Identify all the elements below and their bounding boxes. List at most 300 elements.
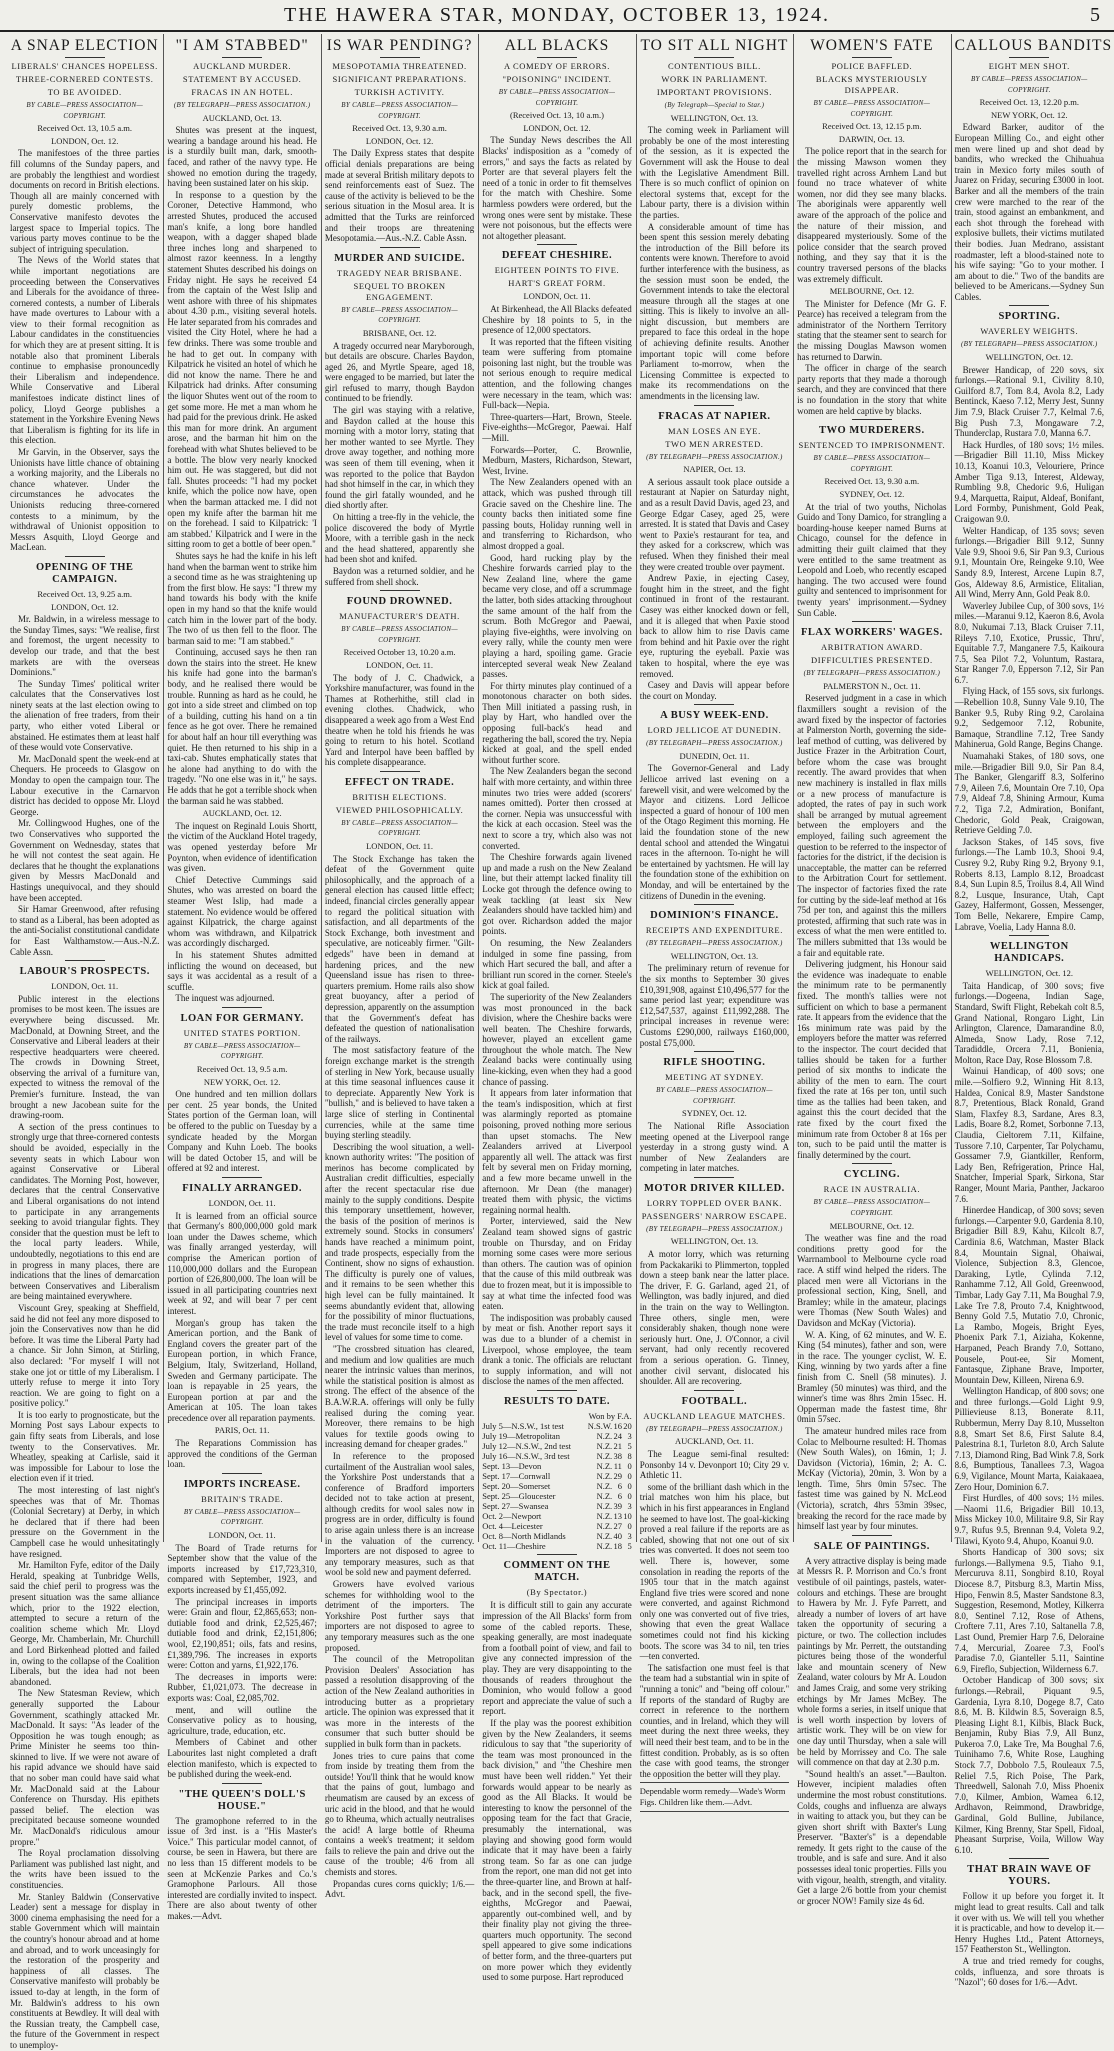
article-paragraph: Three-quarters—Hart, Brown, Steele. Five-eighths—McGregor, Paewai. Half—Mill. [482, 411, 632, 444]
article-paragraph: A serious assault took place outside a restaurant at Napier on Saturday night, and as a result David Davis, aged 23, and George Edgar Casey, aged 25, were arrested. It is stated that Davis and Casey went to Paxie's restaurant for tea, and they asked for a corkscrew, which was refused. When they finished their meal they were created trouble over payment. [639, 476, 790, 572]
results-cell: July 12—N.S.W., 2nd test [482, 1441, 571, 1452]
dateline: LONDON, Oct. 12. [51, 135, 119, 146]
results-row [482, 1461, 631, 1471]
newspaper-title: THE HAWERA STAR, MONDAY, OCTOBER 13, 1924. [283, 4, 831, 26]
dateline: WELLINGTON, Oct. 13. [670, 1236, 759, 1247]
results-cell: Oct. 8—North Midlands [482, 1531, 566, 1542]
column-4 [478, 34, 635, 1983]
article-deck: CONTENTIOUS BILL. [667, 61, 761, 71]
results-cell: Oct. 4—Leicester [482, 1521, 543, 1532]
wire-credit: BY CABLE—PRESS ASSOCIATION—COPYRIGHT. [341, 818, 458, 838]
article-paragraph: Shutes was present at the inquest, wearing a bandage around his head. He is a sturdily built man, dark, smooth-faced, and rather of the navvy type. He showed no emotion during the tragedy, having been sustained later on his skip. [167, 125, 317, 189]
results-cell: July 5—N.S.W., 1st test [482, 1421, 564, 1432]
results-table [482, 1421, 631, 1551]
article-paragraph: W. A. King, of 62 minutes, and W. E. King (54 minutes), father and son, were in the race. The younger cyclist, W. E. King, winning by two yards after a fine finish from C. Snell (58 minutes). J. Bramley (50 minutes) was third, and the winner's time was 8hrs 2min 15sec. H. Opperman made the fastest time, 8hr 0min 57sec. [797, 1329, 947, 1425]
article-deck: POLICE BAFFLED. [831, 61, 913, 71]
section-rule [852, 419, 892, 420]
dateline: LONDON, Oct. 11. [366, 841, 434, 852]
article-deck: MAN LOSES AN EYE. [667, 425, 761, 436]
results-cell: N.Z. [596, 1461, 613, 1472]
column-1 [6, 34, 163, 2050]
headline-rule [65, 57, 105, 58]
article-deck: DIFFICULTIES PRESENTED. [811, 655, 933, 666]
article-paragraph: Propandas cures corns quickly; 1/6.—Advt. [324, 1878, 475, 1900]
article-deck: BRITISH ELECTIONS. [352, 791, 447, 802]
article-paragraph: Continuing, accused says he then ran down the stairs into the street. He knew his knife had gone into the barman's body, and he realised there would be trouble. Running as hard as he could, he got into a side street and climbed on top of a building, cutting his hand on a tin fence as he got over. There he remained for about half an hour till everything was quiet. He then returned to his ship in a taxi-cab. Shutes emphatically states that he alone had anything to do with the tragedy. "No one else was in it," he says. He adds that he got a terrible shock when the barman said he was stabbed. [167, 647, 317, 806]
article-paragraph: The Minister for Defence (Mr G. F. Pearce) has received a telegram from the administrator of the Northern Territory stating that the steamer sent to search for the missing Douglas Mawson women has returned to Darwin. [797, 298, 947, 362]
article-paragraph: The most interesting of last night's speeches was that of Mr. Thomas (Colonial Secretary) at Derby, in which he declared that if there had been pressure on the Government in the Campbell case he would unhesitatingly have resigned. [10, 1485, 160, 1559]
article-deck: WAVERLEY WEIGHTS. [980, 326, 1079, 337]
results-cell: 10 [623, 1511, 632, 1522]
article-paragraph: The Sunday Times' political writer calculates that the Conservatives lost ninety seats at the last election owing to the alienation of free traders, from their party, who either voted Liberal or abstained. He estimates them at least half of these would vote Conservative. [10, 678, 160, 753]
article-paragraph: The most satisfactory feature of the foreign exchange market is the strength of sterling in New York, because usually at this time seasonal influences cause it to depreciate. Apparently New York is "bullish," and is believed to have taken a large slice of sterling in Continental currencies, while at the same time buying sterling steadily. [324, 1045, 475, 1141]
dateline: (Received Oct. 13, 10 a.m.) [510, 110, 604, 121]
dateline: WELLINGTON, Oct. 12. [985, 352, 1073, 363]
dateline: Received Oct. 13, 9.30 a.m. [352, 123, 447, 134]
results-row [482, 1471, 631, 1481]
article-paragraph: Follow it up before you forget it. It might lead to great results. Call and talk it over with us. We will tell you whether it is practicable, and how to develop it.—Henry Hughes Ltd., Patent Attorneys, 157 Featherston St., Wellington. [954, 1891, 1104, 1955]
wire-credit: BY CABLE—PRESS ASSOCIATION—COPYRIGHT. [341, 101, 458, 120]
wire-credit: BY CABLE—PRESS ASSOCIATION—COPYRIGHT. [183, 1041, 301, 1061]
results-cell: Sept. 13—Devon [482, 1461, 542, 1472]
article-paragraph: Andrew Paxie, in ejecting Casey, fought him in the street, and the fight continued in front of the restaurant. Casey was either knocked down or fell, and it is alleged that when Paxie stood back to allow him to rise Davis came from behind and hit Paxie over the right eye, rupturing the eyeball. Paxie was taken to hospital, where the eye was removed. [639, 573, 790, 679]
article-paragraph: Taita Handicap, of 300 sovs; five furlongs.—Dogeena, Indian Sage, Standard, Swift Flight, Rebekah colt 8.5, Grand National, Rongaro Light, Lin Arlington, Clarence, Damarandine 8.0, Almeda, Snow Lady, Rose 7.12, Taradiddle, Orcera 7.11, Bonienia, Molton, Race Day, Rose Blossom 7.8. [954, 980, 1104, 1065]
article-paragraph: Shutes says he had the knife in his left hand when the barman went to strike him a second time as he was straightening up from the first blow. He says: "I threw my hand towards his body with the knife open in my hand so that the knife would catch him in the lower part of the body. The two of us then fell to the floor. The barman said to me: "I am stabbed." [167, 550, 317, 646]
article-paragraph: A true and tried remedy for coughs, colds, influenza, and sore throats is "Nazol"; 60 doses for 1/6.—Advt. [954, 1955, 1104, 1988]
article-deck: UNITED STATES PORTION. [183, 1027, 301, 1038]
headline-rule [222, 57, 262, 58]
article-paragraph: Mr Garvin, in the Observer, says the Unionists have little chance of obtaining a working majority, and the Liberals no chance whatever. Under the circumstances he advocates the Unionists reducing three-cornered contests to a minimum, by the withdrawal of Unionist opposition to Messrs Asquith, Lloyd George and MacLean. [10, 447, 160, 553]
section-rule [65, 960, 105, 961]
results-cell: 3 [627, 1501, 632, 1512]
wire-credit: BY CABLE—PRESS ASSOCIATION—COPYRIGHT. [498, 88, 616, 107]
article-paragraph: "The crossbred situation has cleared, and medium and low qualities are much nearer the intrinsic values than merinos, while the statistical position is almost as strong. The effect of the absence of the B.A.W.R.A. offerings will only be fully realised during the coming year. Moreover, there remains to be high values for textile goods owing to increasing demand for cheaper grades." [324, 1343, 475, 1450]
article-headline: IS WAR PENDING? [326, 37, 473, 54]
results-cell: Oct. 2—Newport [482, 1511, 542, 1522]
article-deck: MEETING AT SYDNEY. [665, 1072, 764, 1083]
results-row [482, 1541, 631, 1551]
article-paragraph: If the play was the poorest exhibition given by the New Zealanders, it seems ridiculous to say that "the superiority of the team was most pronounced in the back division," and "the Cheshire men must have been well ridden." Yet their forwards would appear to be nearly as good as the All Blacks. It would be interesting to know the personnel of the opposing team for the fact that Gracie, presumably the international, was playing and showing good form would indicate that it may have been a fairly strong team. So far as one can judge from the report, one man did not get into the three-quarter line, and Brown at half-back, and in the second spell, the five-eighths, McGregor and Paewai, apparently out-combined well, and by their finality play not giving the three-quarters much opportunity. The second spell appeared to give some indications of better form, and the three-quarters put on more power which they evidently used to some purpose. Hart reproduced [482, 1718, 632, 1983]
results-cell: Sept. 17—Cornwall [482, 1471, 551, 1482]
results-cell: 0 [627, 1481, 632, 1492]
article-deck: LORD JELLICOE AT DUNEDIN. [647, 725, 782, 736]
article-paragraph: It is too early to prognosticate, but the Morning Post says Labour expects to gain fifty seats from Liberals, and lose twenty to the Conservatives. Mr. Wheatley, speaking at Carlisle, said it was impossible for Labour to lose the election even if it tried. [10, 1409, 160, 1484]
section-rule [222, 1177, 262, 1178]
section-headline: CYCLING. [843, 1169, 900, 1181]
article-deck: WORK IN PARLIAMENT. [661, 74, 768, 84]
article-deck: BRITAIN'S TRADE. [201, 1493, 284, 1504]
section-headline: EFFECT ON TRADE. [344, 776, 455, 788]
article-paragraph: Chief Detective Cummings said Shutes, who was arrested on board the steamer West Islip, had made a statement. No evidence would be offered against Kilpatrick, the charge against whom was withdrawn, and Kilpatrick was accordingly discharged. [167, 874, 317, 949]
article-paragraph: A section of the press continues to strongly urge that three-cornered contests should be avoided, especially in the seventy seats in which Labour won against Conservative or Liberal candidates. The Morning Post, however, declares that the central Conservative and Liberal organisations do not intend to participate in any arrangements seeking to avoid triangular fights. They consider that the question must be left to the local party leaders. While, undoubtedly, negotiations to this end are in progress in many places, there are indications that the lines of demarcation between Conservatives and Liberalism are being maintained everywhere. [10, 1121, 160, 1302]
section-rule [694, 904, 734, 905]
article-paragraph: The amateur hundred miles race from Colac to Melbourne resulted: H. Thomas (New South Wales), on 16min, 1; J. Davidson (Victoria), 16min, 2; A. C. McKay (Victoria), 20min, 3. Won by a length. Time, 5hrs 0min 57sec. The fastest time was gained by N. McLeod (Victoria), scratch, 4hrs 53min 39sec, breaking the record for the race made by himself last year by four minutes. [797, 1425, 947, 1532]
dateline: AUCKLAND, Oct. 12. [202, 808, 282, 819]
article-deck: TWO MEN ARRESTED. [665, 438, 764, 449]
article-paragraph: It is difficult still to gain any accurate impression of the All Blacks' form from some of the cabled reports. These, speaking generally, are most inadequate from a football point of view, and fail to give any connected impression of the play. They are very disappointing to the thousands of readers throughout the Dominion, who would follow a good report and appreciate the value of such a report. [482, 1600, 632, 1717]
article-deck: "POISONING" INCIDENT. [502, 74, 612, 84]
article-headline: WOMEN'S FATE [810, 37, 934, 54]
article-paragraph: The weather was fine and the road conditions pretty good for the Warrnambool to Melbourne cycle road race. A stiff wind helped the riders. The placed men were all Victorians in the professional section, King, Snell, and Bramley; while in the amateur, placings were Thomas (New South Wales) and Davidson and McKay (Victoria). [797, 1233, 947, 1328]
article-deck: TO BE AVOIDED. [47, 87, 122, 97]
article-paragraph: At Birkenhead, the All Blacks defeated Cheshire by 18 points to 5, in the presence of 12,000 spectators. [482, 303, 632, 336]
article-paragraph: Waverley Jubilee Cup, of 300 sovs, 1½ miles.—Maranui 9.12, Kaeron 8.6, Avola 8.0, Nukumai 7.13, Black Cruiser 7.11, Rileys 7.10, Exotice, Prussic, Thru', Equitable 7.7, Manganere 7.5, Kaikoura 7.5, Sea Pilot 7.2, Voluntum, Rastara, Star Ranger 7.0, Epperson 7.12, Sir Pan 6.7. [954, 600, 1104, 685]
dateline: AUCKLAND, Oct. 13. [202, 112, 282, 123]
dateline: Received Oct. 13, 10.5 a.m. [37, 123, 133, 134]
article-paragraph: For thirty minutes play continued of a monotonous character on both sides. Then Mill initiated a passing rush, in play by Hart, who handled over the opposing full-back's head and regathering the ball, scored the try. Nepia kicked at goal, and the spell ended without further score. [482, 680, 632, 765]
section-headline: OPENING OF THE CAMPAIGN. [35, 561, 134, 585]
results-cell: Sept. 27—Swansea [482, 1501, 549, 1512]
article-paragraph: The New Zealanders opened with an attack, which was pushed through till Gracie saved on the Cheshire line. The county backs then initiated some fine passing bouts, Holiday running well in and transferring to Richardson, who almost dropped a goal. [482, 477, 632, 551]
section-rule [222, 1007, 262, 1008]
results-cell: July 19—Metropolitan [482, 1431, 560, 1442]
article-deck: LIBERALS' CHANCES HOPELESS. [11, 61, 158, 71]
article-deck: IMPORTANT PROVISIONS. [656, 87, 772, 97]
article-paragraph: On hitting a tree-fly in the vehicle, the police discovered the body of Myrtle Moore, with a terrible gash in the neck and the head shattered, apparently she had been shot and knifed. [324, 512, 475, 565]
wire-credit: BY CABLE—PRESS ASSOCIATION—COPYRIGHT. [813, 454, 931, 473]
dateline: BRISBANE, Oct. 12. [362, 327, 437, 338]
article-paragraph: It appears from later information that the team's indisposition, which at first was alarmingly reported as ptomaine poisoning, proved nothing more serious than upset stomachs. The New Zealanders arrived at Liverpool apparently all well. The attack was first felt by several men on Friday morning, and a few more became unwell in the afternoon. Mr Dean (the manager) treated them with physic, the victims regaining normal health. [482, 1088, 632, 1215]
results-cell: 11 [613, 1461, 622, 1472]
article-paragraph: Viscount Grey, speaking at Sheffield, said he did not feel any more disposed to join the Conservatives now than he did before. It was time the Liberal Party had a chance. Sir John Simon, at Stirling, also declared: "For myself I will not stake one jot or tittle of my Liberalism. I utterly refuse to merge it into Tory reaction. We are going to fight on a positive policy." [10, 1302, 160, 1409]
article-paragraph: The Sunday News describes the All Blacks' indisposition as a "comedy of errors," and says the facts as related by Porter are that several players felt the need of a tonic in order to fit themselves for the match with Cheshire. Some harmless powders were ordered, but the wrong ones were sent by mistake. These were not poisonous, but the effects were not altogether pleasant. [482, 135, 632, 241]
article-paragraph: A motor lorry, which was returning from Packakariki to Plimmerton, toppled down a steep bank near the latter place. The driver, F. G. Garland, aged 21, of Wellington, was badly injured, and died in the train on the way to Wellington. Three others, single men, were considerably shaken, though none were seriously hurt. One, J. O'Connor, a civil servant, had only recently recovered from a serious operation. G. Tinney, another civil servant, dislocated his shoulder. All are recovering. [639, 1249, 790, 1387]
dateline: LONDON, Oct. 11. [523, 291, 591, 302]
article-paragraph: The principal increases in imports were: Grain and flour, £2,865,653; non-dutiable food and drink, £2,525,467; dutiable food and drink, £2,151,806; wool, £2,190,851; oils, fats and resins, £1,389,796. The increases in exports were: Cotton and yarns, £1,922,176. [167, 1596, 317, 1671]
article-deck: EIGHT MEN SHOT. [988, 61, 1070, 71]
column-rule [793, 34, 794, 1542]
article-paragraph: Hack Hurdles, of 180 sovs; 1½ miles.—Brigadier Bill 11.10, Miss Mickey 10.13, Koanui 10.3, Velouriere, Prince Amber Tiga 9.13, Interest, Aldeway, Rumbling 9.8, Chedoric 9.6, Huligan 9.4, Marquetta, Raiput, Aldeaf, Bonifant, Lord Formby, Punishment, Gold Peak, Craigowan 9.0. [954, 439, 1104, 524]
dateline: LONDON, Oct. 11. [366, 659, 434, 670]
section-headline: FINALLY ARRANGED. [182, 1183, 302, 1194]
results-cell: 40 [613, 1531, 622, 1542]
article-paragraph: In his statement Shutes admitted inflicting the wound on deceased, but says it was accidental as a result of a scuffle. [167, 949, 317, 992]
section-headline: RIFLE SHOOTING. [663, 1057, 766, 1069]
article-paragraph: The inquest on Reginald Louis Shortt, the victim of the Auckland Hotel tragedy, was opened yesterday before Mr Poynton, when evidence of identification was given. [167, 820, 317, 874]
section-rule [694, 1390, 734, 1391]
results-row [482, 1481, 631, 1491]
wire-credit: BY CABLE—PRESS ASSOCIATION—COPYRIGHT. [183, 1507, 301, 1527]
article-paragraph: In response to a question by the Coroner, Detective Hammond, who arrested Shutes, produced the accused man's knife, a long bore handled weapon, with a dagger shaped blade three inches long and sharpened to almost razor keenness. In a lengthy statement Shutes described his doings on Friday night. He says he received £4 from the captain of the West Islip and went ashore with three of his shipmates about 4.30 p.m., visiting several hotels. He later separated from his comrades and visited the City Hotel, where he had a few drinks. There was some trouble and he had to get out. In company with Kilpatrick he visited an hotel of which he did not know the name. There he and Kilpatrick had drinks. After consuming the liquor Shutes went out of the room to get some more. He met a man whom he had paid for the previous drink. He asked this man for more drink. An argument arose, and the barman hit him on the forehead with what Shutes believed to be a bottle. The blow very nearly knocked him out. He was staggered, but did not fall. Shutes proceeds: "I had my pocket knife, which the police now have, open when the barman attacked me. I did not open my knife after the barman hit me on the forehead. I said to Kilpatrick: 'I am stabbed.' Kilpatrick and I were in the sitting room to get a bottle of beer open." [167, 189, 317, 550]
article-deck: AUCKLAND LEAGUE MATCHES. [643, 1410, 786, 1421]
section-headline: TWO MURDERERS. [819, 425, 925, 437]
wire-credit: BY CABLE—PRESS ASSOCIATION—COPYRIGHT. [341, 305, 458, 325]
article-paragraph: Porter, interviewed, said the New Zealand team showed signs of gastric trouble on Thursday, and on Friday morning some cases were more serious than others. The caution was of opinion that the cause of this mild outbreak was due to frozen meat, but it is impossible to say at what time the infected food was eaten. [482, 1216, 632, 1312]
article-deck: MESOPOTAMIA THREATENED. [332, 61, 467, 71]
section-rule [1009, 1858, 1049, 1859]
column-rule [478, 34, 479, 1542]
results-cell: N.Z. [596, 1501, 613, 1512]
article-deck: STATEMENT BY ACCUSED. [182, 74, 302, 84]
article-paragraph: One hundred and ten million dollars per cent. 25 year bonds, the United States portion of the German loan, will be offered to the public on Tuesday by a syndicate headed by the Morgan Company and Kuhn Loeb. The books will be dated October 15, and will be offered at 92 and interest. [167, 1089, 317, 1174]
article-headline: ALL BLACKS [504, 37, 610, 54]
article-deck: PASSENGERS' NARROW ESCAPE. [641, 1210, 788, 1221]
dateline: Received October 13, 10.20 a.m. [343, 647, 456, 658]
results-cell: 5 [627, 1541, 632, 1552]
column-6 [793, 34, 950, 1906]
article-paragraph: Baydon was a returned soldier, and he suffered from shell shock. [324, 565, 475, 587]
article-paragraph: A considerable amount of time has been spent this session merely debating the introduction of the Bill before its contents were known. Therefore to avoid further interference with the business, as the session must soon be ended, the Government intends to take the electoral measure through all the stages at one sitting. This is likely to involve an all-night discussion, but members are prepared to face this ordeal in the hope of achieving definite results. Another important topic will come before Parliament to-morrow, when the Licensing Committee is expected to make its recommendations on the amendments in the licensing law. [639, 221, 790, 402]
dateline: PALMERSTON N., Oct. 11. [823, 680, 921, 691]
article-paragraph: Wainui Handicap, of 400 sovs; one mile.—Solfiero 9.2, Winning Hit 8.13, Haldea, Conical 8.9, Master Sandstone 8.7, Pretentious, Black Ronald, Grand Slam, Flaxfey 8.3, Sardane, Ares 8.3, Ladis, Boare 8.2, Romet, Sorbonne 7.13, Claudia, Cieltorem 7.11, Kilfaine, Tussore 7.10, Carpenter, Tar Polychamu, Gossamer 7.9, Giantkiller, Renform, Lady Ben, Refrigeration, Prince Hal, Snatcher, Imperial Spark, Sirkona, Star Ranger, Mount Maria, Panther, Jackaroo 7.6. [954, 1066, 1104, 1204]
results-cell: N.Z. [596, 1491, 613, 1502]
article-deck: FRACAS IN AN HOTEL. [191, 87, 293, 97]
section-rule [380, 590, 420, 591]
section-rule [694, 405, 734, 406]
article-paragraph: Brewer Handicap, of 220 sovs, six furlongs.—Rational 9.1, Civility 8.10, Guilford 8.7, Tom 8.4, Avola 8.2, Lady Bentinck, Kaeso 7.12, Merry Jest, Sunny Jim 7.9, Black Cruiser 7.7, Kelmal 7.6, Big Push 7.3, Mongaware 7.2, Thunderclap, Rustara 7.0, Manna 6.7. [954, 364, 1104, 439]
results-cell: 0 [627, 1521, 632, 1532]
section-headline: SALE OF PAINTINGS. [813, 1540, 930, 1552]
article-paragraph: Sir Hamar Greenwood, after refusing to stand as a Liberal, has been adopted as the anti-Socialist constitutional candidate for East Walthamstow.—Aus.-N.Z. Cable Assn. [10, 904, 160, 957]
article-deck: AUCKLAND MURDER. [193, 61, 292, 71]
dateline: Received Oct. 13, 12.20 p.m. [979, 97, 1079, 108]
section-headline: DEFEAT CHESHIRE. [501, 250, 613, 262]
results-row [482, 1451, 631, 1461]
article-paragraph: The Daily Express states that despite official denials preparations are being made at several British military depots to send reinforcements east of Suez. The cause of the activity is believed to be the serious situation in the Mosul area. It is admitted that the Turks are reinforced and their troops are threatening Mesopotamia.—Aus.-N.Z. Cable Assn. [324, 148, 475, 244]
results-cell: N.Z. [596, 1471, 613, 1482]
results-cell: 39 [613, 1501, 622, 1512]
dateline: MELBOURNE, Oct. 12. [829, 286, 914, 297]
dateline: Received Oct. 13, 9.30 a.m. [824, 476, 920, 487]
section-rule [222, 1783, 262, 1784]
section-rule [1009, 305, 1049, 306]
results-cell: N.Z. [596, 1531, 613, 1542]
article-paragraph: The inquest was adjourned. [175, 993, 275, 1004]
wire-credit: (BY TELEGRAPH—PRESS ASSOCIATION.) [646, 452, 783, 461]
article-deck: EIGHTEEN POINTS TO FIVE. [494, 265, 620, 276]
article-paragraph: Morgan's group has taken the American portion, and the Bank of England covers the greater part of the European portion, in which France, Belgium, Italy, Switzerland, Holland, Sweden and Germany participate. The loan is repayable in 25 years, the European portion at par and the American at 105. The loan takes precedence over all reparation payments. [167, 1317, 317, 1423]
results-cell: N.S.W. [587, 1421, 613, 1432]
section-headline: LOAN FOR GERMANY. [180, 1012, 304, 1024]
section-rule [1009, 935, 1049, 936]
results-cell: 6 [617, 1491, 622, 1502]
section-rule [65, 556, 105, 557]
results-cell: 8 [627, 1451, 632, 1462]
wire-credit: BY CABLE—PRESS ASSOCIATION—COPYRIGHT. [26, 101, 144, 120]
dateline: WELLINGTON, Oct. 13. [670, 112, 759, 123]
section-rule [537, 1554, 577, 1555]
headline-rule [1009, 57, 1049, 58]
dateline: NAPIER, Oct. 13. [683, 464, 746, 475]
section-rule [222, 1473, 262, 1474]
article-deck: BLACKS MYSTERIOUSLY DISAPPEAR. [815, 74, 928, 95]
wire-credit: BY CABLE—PRESS ASSOCIATION—COPYRIGHT. [656, 1086, 773, 1105]
wire-credit: (BY TELEGRAPH—PRESS ASSOCIATION.) [646, 939, 783, 948]
wire-credit: (By Telegraph—Special to Star.) [664, 101, 765, 109]
article-headline: TO SIT ALL NIGHT [640, 37, 789, 54]
article-paragraph: ment, and will outline the Conservative policy as to housing, agriculture, trade, education, etc. [167, 1704, 317, 1736]
section-headline: WELLINGTON HANDICAPS. [989, 941, 1069, 965]
article-paragraph: some of the brilliant dash which in the trial matches won him his place, but which in his first appearances in England he seemed to have lost. The goal-kicking proved a real failure if the reports are as cabled, showing that not one out of six tries was converted. It does not seem too well. There is, however, some consolation in reading the reports of the 1905 tour that in the match against England five tries were scored and none were converted, and against Richmond only one was converted out of five tries, showing that even the great Wallace sometimes could not find his kicking boots. The score was 34 to nil, ten tries—ten converted. [639, 1481, 790, 1662]
article-paragraph: Mr. Stanley Baldwin (Conservative Leader) sent a message for display in 3000 cinema emphasising the need for a stable Government which will maintain the country's honour abroad and at home and abroad, and to work unceasingly for the restoration of the prosperity and happiness of all classes. The Conservative manifesto will probably be issued to-day at length, in the form of Mr. Baldwin's address to his own constituents at Bewdley. It will deal with the Russian treaty, the Campbell case, the future of the Government in respect to unemploy- [10, 1891, 160, 2050]
dateline: LONDON, Oct. 12. [365, 135, 434, 146]
section-rule [380, 247, 420, 248]
article-deck: VIEWED PHILOSOPHICALLY. [335, 804, 464, 815]
section-headline: SPORTING. [998, 311, 1061, 323]
dateline: LONDON, Oct. 12. [523, 122, 591, 133]
results-cell: 13 [613, 1511, 622, 1522]
article-deck: RECEIPTS AND EXPENDITURE. [645, 925, 783, 936]
article-deck: MANUFACTURER'S DEATH. [339, 611, 460, 622]
section-headline: COMMENT ON THE MATCH. [503, 1560, 611, 1584]
article-paragraph: The National Rifle Association meeting opened at the Liverpool range yesterday in a strong gusty wind. A number of New Zealanders are competing in later matches. [639, 1120, 790, 1174]
column-rule [636, 34, 637, 1542]
article-paragraph: The News of the World states that while important negotiations are proceeding between the Conservatives and Liberals for the avoidance of three-cornered contests, a number of Liberals have made overtures to Labour with a view to their formal recognition as Labour candidates in the constituencies for which they are at present sitting. It is notable also that prominent Liberals continue to emphasise pronouncedly their Liberalism and independence. While Conservative and Liberal manifestoes indicate distinct lines of policy, Lloyd George publishes a statement in the Yorkshire Evening News that Liberalism is fighting for its life in this election. [10, 255, 160, 446]
wire-credit: BY CABLE—PRESS ASSOCIATION—COPYRIGHT. [970, 75, 1088, 94]
wire-credit: BY CABLE—PRESS ASSOCIATION—COPYRIGHT. [341, 625, 458, 644]
results-cell: 3 [627, 1531, 632, 1542]
article-paragraph: Mr. MacDonald spent the week-end at Chequers. He proceeds to Glasgow on Monday to open the campaign tour. The Labour executive in the Carnarvon district has decided to oppose Mr. Lloyd George. [10, 753, 160, 817]
results-header: Won by F.A. [588, 1410, 632, 1421]
article-deck: ARBITRATION AWARD. [820, 642, 923, 653]
article-deck: SIGNIFICANT PREPARATIONS. [332, 74, 467, 84]
headline-rule [537, 57, 577, 58]
section-headline: A BUSY WEEK-END. [660, 710, 769, 722]
article-paragraph: "Sound health's an asset."—Baulton. However, incipient maladies often undermine the most robust constitutions. Colds, coughs and influenza are always in waiting to attack you, but they can be given short shrift with Baxter's Lung Preserver. "Baxter's" is a dependable remedy. It gets right to the cause of the trouble, and is safe and sure. And it also possesses ideal tonic properties. Fills you with vigour, health, strength, and vitality. Get a large 2/6 bottle from your chemist or grocer NOW! Family size 4s 6d. [797, 1768, 947, 1906]
article-paragraph: The New Statesman Review, which generally supported the Labour Government, scathingly attacked Mr. MacDonald. It says: "As leader of the Opposition he was tough enough; as Prime Minister he seems too thin-skinned to live. If we were not aware of his rapid advance we should have said that no sober man could have said what Mr. MacDonald said at the Labour Conference on Thursday. His epithets passed belief. The election was precipitated because someone wounded Mr. MacDonald's ridiculous amour propre." [10, 1688, 160, 1847]
dateline: LONDON, Oct. 12. [51, 601, 119, 612]
article-paragraph: Jones tries to cure pains that come from inside by treating them from the outside! You'll think that he would know that the pains of gout, lumbago and rheumatism are caused by an excess of uric acid in the blood, and that he would go to Rheuma, which actually neutralises the acid! A large bottle of Rheuma contains a week's treatment; it seldom fails to relieve the pain and drive out the cause of the trouble; 4/6 from all chemists and stores. [324, 1750, 475, 1878]
section-headline: LABOUR'S PROSPECTS. [19, 966, 150, 978]
article-deck: THREE-CORNERED CONTESTS. [15, 74, 154, 84]
article-paragraph: Shorts Handicap of 300 sovs; six furlongs.—Ballymena 9.5, Tiaho 9.1, Mercuruva 8.11, Songbird 8.10, Royal Diocese 8.7, Pitsburg 8.3, Martin Miss, Hipo, Fenwin 8.5, Master Sandstone 8.3, Suggestion, Resemond, Motley, Kilkerra 8.0, Sentinel 7.12, Rose of Athens, Croftere 7.11, Ares 7.10, Saltanella 7.8, Last Ound, Premier Harp 7.6, Deloraine 7.4, Mercurial, Zoaree 7.3, Fool's Paradise 7.0, Gianteller 5.11, Saintine 6.9, Fireflo, Subjection, Wilderness 6.7. [954, 1547, 1104, 1674]
article-headline: A SNAP ELECTION [10, 37, 159, 54]
article-paragraph: It is learned from an official source that Germany's 800,000,000 gold mark loan under the Dawes scheme, which was finally arranged yesterday, will comprise the American portion of 110,000,000 dollars and the European portion of £26,800,000. The loan will be issued in all participating countries next week at 92, and will bear 7 per cent interest. [167, 1210, 317, 1316]
results-cell: 6 [617, 1481, 622, 1492]
dateline: LONDON, Oct. 11. [208, 1530, 276, 1541]
page-number: 5 [1090, 4, 1100, 26]
results-cell: 0 [627, 1491, 632, 1502]
article-deck: A COMEDY OF ERRORS. [503, 61, 610, 71]
article-paragraph: Forwards—Porter, C. Brownlie, Medburn, Masters, Richardson, Stewart, West, Irvine. [482, 444, 632, 476]
article-paragraph: The Board of Trade returns for September show that the value of the imports increased by £17,723,310, compared with September, 1923, and exports increased by £1,455,092. [167, 1542, 317, 1595]
article-paragraph: The Royal proclamation dissolving Parliament was published last night, and the writs have been issued to the constituencies. [10, 1848, 160, 1890]
article-paragraph: Casey and Davis will appear before the court on Monday. [639, 680, 790, 701]
article-paragraph: The girl was staying with a relative, and Baydon called at the house this morning with a motor lorry, stating that her mother wanted to see Myrtle. They drove away together, and nothing more was seen of them till evening, when it was reported to the police that Baydon had shot himself in the car, in which they found the girl fatally wounded, and he died shortly after. [324, 405, 475, 511]
article-paragraph: The body of J. C. Chadwick, a Yorkshire manufacturer, was found in the Thames at Rotherhithe, still clad in evening clothes. Chadwick, who disappeared a week ago from a West End theatre when he told his friends he was going to return to his hotel. Scotland Yard and Interpol have been baffled by his complete disappearance. [324, 672, 475, 768]
article-paragraph: The preliminary return of revenue for the six months to September 30 gives £10,391,908, against £10,496,577 for the same period last year; expenditure was £12,547,537, against £11,992,288. The principal increases in revenue were: Customs £290,000, railways £160,000, postal £75,000. [639, 963, 790, 1048]
article-deck: LORRY TOPPLED OVER BANK. [646, 1197, 782, 1208]
dateline: WELLINGTON, Oct. 13. [670, 950, 759, 961]
dateline: NEW YORK, Oct. 12. [203, 1076, 281, 1087]
advertisement: Dependable worm remedy—Wade's Worm Figs. Children like them.—Advt. [640, 1782, 789, 1811]
dateline: WELLINGTON, Oct. 12. [985, 968, 1073, 979]
article-paragraph: The Reparations Commission has approved the conditions of the German loan. [167, 1438, 317, 1470]
article-deck: HART'S GREAT FORM. [508, 278, 606, 289]
section-headline: FLAX WORKERS' WAGES. [800, 627, 943, 639]
article-deck: SENTENCED TO IMPRISONMENT. [798, 440, 946, 451]
column-5 [636, 34, 793, 1807]
results-cell: 29 [613, 1471, 622, 1482]
dateline: Received Oct. 13, 9.25 a.m. [37, 588, 133, 599]
section-headline: MOTOR DRIVER KILLED. [644, 1182, 785, 1194]
article-paragraph: The indisposition was probably caused by meat or fish. Another report says it was due to a blunder of a chemist in Liverpool, whose employee, the team drank a tonic. The officials are reluctant to supply information, and will not disclose the names of the men affected. [482, 1312, 632, 1387]
results-cell: 18 [613, 1541, 622, 1552]
article-paragraph: It was reported that the fifteen visiting team were suffering from ptomaine poisoning last night, but the trouble was not serious enough to require medical attention, and the following changes were necessary in the team, which was: Full-back—Nepia. [482, 336, 632, 411]
results-row [482, 1421, 631, 1431]
article-paragraph: The Stock Exchange has taken the defeat of the Government quite philosophically, and the approach of a general election has caused little effect; indeed, financial circles generally appear to regard the political situation with satisfaction, and all departments of the Stock Exchange, both investment and speculative, are noticeably firmer. "Gilt-edgeds" have been in demand at hardening prices, and the new Queensland issue has risen to three-quarters premium. Home rails also show great buoyancy, after a period of depression, apparently on the assumption that the Government's defeat has defeated the question of nationalisation of the railways. [324, 853, 475, 1044]
results-row [482, 1431, 631, 1441]
dateline: Received Oct. 13, 9.5 a.m. [196, 1064, 288, 1075]
results-cell: Sept. 25—Gloucester [482, 1491, 556, 1502]
article-paragraph: Welter Handicap, of 135 sovs; seven furlongs.—Brigadier Bill 9.12, Sunny Vale 9.9, Shooi 9.6, Sir Pan 9.3, Curious 9.1, Mountain Ore, Reingeke 9.10, Wee Sandy 8.9, Interest, Arcene Lupin 8.7, Gos, Aldeway 8.6, Armistice, Elitalian, All Wind, Merry Ann, Gold Peak 8.0. [954, 525, 1104, 600]
dateline: NEW YORK, Oct. 12. [991, 109, 1068, 120]
section-headline: DOMINION'S FINANCE. [650, 910, 779, 922]
dateline: LONDON, Oct. 11. [51, 981, 119, 992]
section-headline: IMPORTS INCREASE. [183, 1478, 301, 1490]
results-cell: N.Z. [596, 1511, 613, 1522]
article-paragraph: Public interest in the elections promises to be most keen. The issues are everywhere being discussed. Mr. MacDonald, at Downing Street, and the Conservative and Liberal leaders at their respective headquarters were cheered. The crowds in Downing Street, observing the arrival of a furniture van, expected to witness the removal of the Premier's furniture. Instead, the van brought a new Jacobean suite for the drawing-room. [10, 993, 160, 1121]
article-paragraph: At the trial of two youths, Nicholas Guido and Tony Damico, for strangling a boarding-house keeper named Burns at Chicago, counsel for the defence in admitting their guilt claimed that they were entitled to the same treatment as Leopold and Loeb, who recently escaped hanging. The two accused were found guilty and sentenced to imprisonment for twenty years' imprisonment.—Sydney Sun Cable. [797, 501, 947, 618]
article-paragraph: Edward Barker, auditor of the European Milling Co., and eight other men were lined up and shot dead by bandits, who wrecked the Chihuahua train in Mexico forty miles south of Juarez on Friday, securing £3000 in loot. Barker and all the members of the train crew were marched to the rear of the train, stood against an embankment, and each shot through the forehead with explosive bullets, their victims mutilated their bodies. Juan Medrano, assistant roadmaster, left a blood-stained note to his wife saying: "Go to your mother. I am about to die." Two of the bandits are believed to be Americans.—Sydney Sun Cables. [954, 122, 1104, 302]
dateline: SYDNEY, Oct. 12. [682, 1108, 747, 1119]
wire-credit: (BY TELEGRAPH—PRESS ASSOCIATION.) [173, 101, 311, 109]
results-cell: 21 [613, 1441, 622, 1452]
article-paragraph: A tragedy occurred near Maryborough, but details are obscure. Charles Baydon, aged 26, and Myrtle Speare, aged 18, were engaged to be married, but later the girl refused to marry, though Baydon continued to be friendly. [324, 340, 475, 404]
article-paragraph: Growers have evolved various schemes for withholding wool to the detriment of the importers. The Yorkshire Post further says that importers are not disposed to agree to any temporary measures such as the one proposed. [324, 1579, 475, 1653]
column-rule [951, 34, 952, 1542]
article-paragraph: The officer in charge of the search party reports that they made a thorough search, and they are convinced that there is no foundation in the story that white women are held captive by blacks. [797, 363, 947, 416]
article-paragraph: The New Zealanders began the second half with more certainty, and within three minutes two tries were added (scorers' names omitted). Porter then crossed at the corner. Nepia was unsuccessful with the kick at each occasion. Steel was the next to score a try, which also was not converted. [482, 766, 632, 851]
article-deck: RACE IN AUSTRALIA. [823, 1184, 921, 1195]
article-paragraph: Members of Cabinet and other Labourites last night completed a draft election manifesto, which is expected to be published during the week-end. [167, 1737, 317, 1780]
headline-rule [694, 57, 734, 58]
article-paragraph: First Hurdles, of 400 sovs; 1½ miles.—Naomi 11.6, Brigadier Bill 10.13, Miss Mickey 10.0, Militaire 9.8, Sir Ray 9.7, Rufus 9.5, Brennan 9.4, Voleta 9.2, Tilawi, Kyoto 9.4, Ahupo, Koanui 9.0. [954, 1493, 1104, 1546]
column-7 [951, 34, 1113, 1988]
dateline: DUNEDIN, Oct. 11. [679, 750, 750, 761]
section-headline: "THE QUEEN'S DOLL'S HOUSE." [178, 1788, 306, 1812]
article-deck: TURKISH ACTIVITY. [354, 87, 445, 97]
article-paragraph: Mr. Collingwood Hughes, one of the two Conservatives who supported the Government on Wednesday, states that he will not contest the seat again. He declares that he thought the explanations given by Messrs MacDonald and Hastings unequivocal, and they should have been accepted. [10, 818, 160, 903]
column-3 [321, 34, 478, 1900]
results-cell: 38 [613, 1451, 622, 1462]
dateline: PARIS, Oct. 11. [214, 1425, 270, 1436]
article-paragraph: Delivering judgment, his Honour said the evidence was inadequate to enable the minimum rate to be permanently fixed. The month's tallies were not sufficient on which to base a permanent rate. It appears from the evidence that the 16s minimum rate was paid by the employers before the matter was referred to the inspector. The court decided that tallies should be taken for a further period of six months to indicate the ability of the men to earn. The court fixed the rate at 16s per ton, until such time as the tallies had been taken, and against this the court decided that the rate fixed by the court fixed the minimum rate from October 8 at 16s per ton, such to be paid until the matter is finally determined by the court. [797, 959, 947, 1160]
article-paragraph: The satisfaction one must feel is that the team had a substantial win in spite of "running a tonic" and "being off colour." If reports of the standard of Rugby are correct in reference to the northern counties, and in Ireland, which they will meet during the next three weeks, they will need their best team, and to be in the fittest condition. Probably, as is so often the case with good teams, the stronger the opposition the better will they play. [639, 1662, 790, 1779]
article-headline: CALLOUS BANDITS [954, 37, 1113, 54]
article-paragraph: Flying Hack, of 155 sovs, six furlongs.—Rebellion 10.8, Sunny Vale 9.10, The Banker 9.5, Ruby Ring 9.2, Carolaina 9.2, Sedgemoor 7.12, Robunite, Bamaque, Strandline 7.12, Tree Sandy Mahinerua, Gold Range, Begins Change. [954, 686, 1104, 750]
results-row [482, 1441, 631, 1451]
article-paragraph: The League semi-final resulted: Ponsonby 14 v. Devonport 10; City 29 v. Athletic 11. [639, 1448, 790, 1481]
section-rule [537, 1390, 577, 1391]
article-paragraph: The coming week in Parliament will probably be one of the most interesting of the session, as it is expected the Government will ask the House to deal with the Legislative Amendment Bill. There is so much conflict of opinion on electoral systems that, except for the Labour party, there is a division within the parties. [639, 125, 790, 220]
wire-credit: (BY TELEGRAPH—PRESS ASSOCIATION.) [646, 1224, 783, 1233]
dateline: MELBOURNE, Oct. 12. [829, 1220, 914, 1231]
results-cell: 27 [613, 1521, 622, 1532]
article-paragraph: October Handicap of 300 sovs; six furlongs.—Rebrail, Piquant 9.5, Gardenia, Lyra 8.10, Dogege 8.7, Cato 8.6, M. B. Kildwin 8.5, Soveraign 8.5, Pleasing Light 8.1, Kilbis, Black Buck, Benjamin, Ruby Bias 7.9, All Bunz, Pukeroa 7.0, Lake Tre, Ma Boughal 7.6, Tuinihamo 7.6, White Rose, Laughing Stock 7.7, Dobbolo 7.5, Rouleaux 7.5, Reliel 7.5, Rich Poise, The Park, Threedwell, Salonah 7.0, Miss Phoenix 7.0, Kilmer, Ambion, Wamea 6.12, Ardhavon, Reimmond, Drawbridge, Gardinal, Gold Bulline, Jubilance, Kilmer, King Brenny, Star Spell, Fidoal, Pheasant Surprise, Voila, Willow Way 6.10. [954, 1675, 1104, 1855]
article-paragraph: The police report that in the search for the missing Mawson women they travelled right across Arnhem Land but found no trace whatever of white women, nor did they see many blacks. The aboriginals were apparently well aware of the approach of the police and the nature of their mission, and disappeared mysteriously. Some of the police consider that the search proved nothing, and they say that it is the country traversed persons of the blacks was extremely difficult. [797, 146, 947, 284]
section-rule [694, 1177, 734, 1178]
masthead [0, 0, 1114, 32]
article-paragraph: The superiority of the New Zealanders was most pronounced in the back division, where the Cheshire backs were well beaten. The Cheshire forwards, however, played an excellent game throughout the whole match. The New Zealand backs were continually using line-kicking, even when they had a good chance of passing. [482, 991, 632, 1087]
section-headline: FRACAS AT NAPIER. [658, 410, 771, 422]
dateline: AUCKLAND, Oct. 11. [675, 1436, 754, 1447]
headline-rule [852, 57, 892, 58]
article-paragraph: Reserved judgment in a case in which flaxmillers sought a revision of the award fixed by the inspector of factories at Palmerston North, governing the side-leaf method of cutting, was delivered by Justice Frazer in the Arbitration Court, before whom the case was brought recently. The award provides that when new machinery is installed in flax mills or a new process of manufacture is adopted, the rates of pay in such work shall be arranged by mutual agreement between the employers and the employed, failing such agreement the question to be referred to the inspector of factories for the district, if the decision is unacceptable, the matter can be referred to the Arbitration Court for settlement. The inspector of factories fixed the rate for cutting by the side-leaf method at 16s 75d per ton, and against this the millers protested, affirming that such rate was in excess of what the men were entitled to. The millers submitted that 13s would be a fair and equitable rate. [797, 693, 947, 958]
wire-credit: (BY TELEGRAPH—PRESS ASSOCIATION.) [803, 669, 941, 678]
dateline: DARWIN, Oct. 13. [838, 133, 905, 144]
section-headline: MURDER AND SUICIDE. [334, 252, 465, 264]
article-paragraph: The council of the Metropolitan Provision Dealers' Association has passed a resolution disapproving of the action of the New Zealand authorities in introducing butter as a proprietary article. The opinion was expressed that it was more in the interests of the consumer that such butter should be supplied in bulk form than in packets. [324, 1654, 475, 1749]
article-paragraph: The Governor-General and Lady Jellicoe arrived last evening on a farewell visit, and were welcomed by the Mayor and citizens. Lord Jellicoe inspected a guard of honour of 100 men of the Otago Regiment this morning. He laid the foundation stone of the new dental school and attended the Wingatui races in the afternoon. To-night he will be entertained by yachtsmen. He will lay the foundation stone of the exhibition on Monday, and will be entertained by the citizens of Dunedin in the evening. [639, 763, 790, 901]
results-cell: Oct. 11—Cheshire [482, 1541, 546, 1552]
results-cell: 0 [627, 1471, 632, 1482]
section-rule [537, 244, 577, 245]
article-paragraph: On resuming, the New Zealanders indulged in some fine passing, from which Hart secured the ball, and after a brilliant run scored in the corner. Steele's kick at goal failed. [482, 937, 632, 991]
article-headline: "I AM STABBED" [175, 37, 309, 54]
column-rule [163, 34, 164, 1542]
results-row [482, 1511, 631, 1521]
